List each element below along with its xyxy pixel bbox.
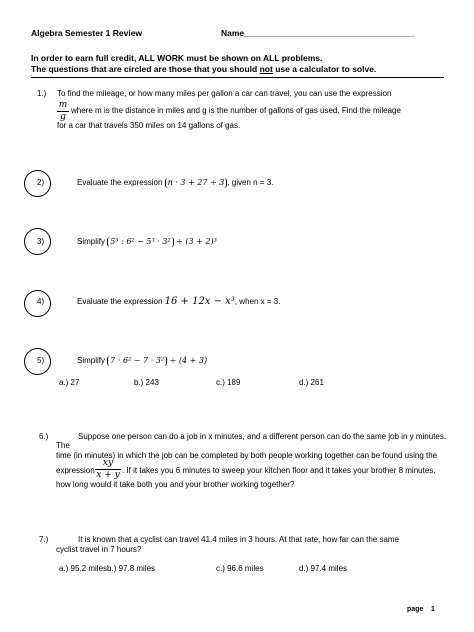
instruction-line-2: The questions that are circled are those that you should not use a calculator to solve.: [31, 64, 377, 74]
q6-fraction: xy x + y: [96, 458, 120, 480]
page-number: 1: [431, 606, 435, 613]
q1-fraction: m g: [58, 100, 68, 122]
q1-number: 1.): [37, 89, 47, 98]
q6-line-3-label: expression: [56, 466, 95, 475]
q4-given: , when x = 3.: [234, 297, 281, 306]
q1-line-2: where m is the distance in miles and g is the number of gallons of gas used. Find the mileage: [71, 106, 401, 115]
q7-line-2: cyclist travel in 7 hours?: [56, 545, 142, 554]
q7-line-1: It is known that a cyclist can travel 41.4 miles in 3 hours. At that rate, how far can the same: [78, 535, 400, 544]
name-blank-line: ____________________________________: [244, 28, 415, 38]
q5-choice-a: a.) 27: [59, 378, 80, 387]
document-title: Algebra Semester 1 Review: [31, 28, 143, 38]
q7-choice-a-b: a.) 95.2 milesb.) 97.8 miles: [59, 564, 156, 573]
q7-choice-d: d.) 97.4 miles: [299, 564, 348, 573]
q4-prompt: Evaluate the expression 16 + 12x − x³, when x = 3.: [77, 296, 281, 307]
q2-expression: n · 3 + 27 ÷ 3: [165, 178, 228, 188]
q5-expression: 7 · 6² − 7 · 3²: [107, 356, 167, 366]
q2-given: , given n = 3.: [227, 178, 274, 187]
header-divider: [31, 77, 444, 78]
q6-line-4: how long would it take both you and your brother working together?: [56, 480, 295, 489]
q2-number: 2): [37, 178, 45, 187]
q7-choice-c: c.) 96.6 miles: [216, 564, 264, 573]
q6-line-3: . If it takes you 6 minutes to sweep your kitchen floor and it takes your brother 8 minutes,: [122, 466, 436, 475]
q3-prompt: Simplify 5³ : 6² − 5³ · 3² ÷ (3 + 2)³: [77, 237, 217, 246]
q5-choice-b: b.) 243: [134, 378, 159, 387]
q5-choice-d: d.) 261: [299, 378, 324, 387]
emphasis-not: not: [259, 64, 273, 74]
q3-divisor: ÷ (3 + 2)³: [173, 237, 217, 246]
name-label: Name: [221, 28, 245, 38]
q5-number: 5): [37, 356, 45, 365]
q5-divisor: ÷ (4 + 3): [167, 356, 208, 365]
q2-prompt: Evaluate the expression n · 3 + 27 ÷ 3 , given n = 3.: [77, 178, 274, 187]
name-field: [221, 28, 414, 39]
q4-number: 4): [37, 297, 45, 306]
q6-line-1: Suppose one person can do a job in x minutes, and a different person can do the same job in y minutes.: [78, 432, 447, 441]
q6-number: 6.): [39, 432, 49, 441]
q1-line-3: for a car that travels 350 miles on 14 gallons of gas.: [57, 121, 241, 130]
q1-line-1: To find the mileage, or how many miles per gallon a car can travel, you can use the expression: [57, 89, 392, 98]
q4-expression: 16 + 12x − x³: [164, 296, 235, 307]
instruction-line-1: In order to earn full credit, ALL WORK must be shown on ALL problems.: [31, 53, 323, 63]
q6-line-1-wrap: The: [56, 441, 70, 450]
page-label: page: [407, 606, 424, 613]
q5-choice-c: c.) 189: [216, 378, 241, 387]
q6-line-2: time (in minutes) in which the job can be completed by both people working together can be found using the: [56, 451, 438, 460]
q3-number: 3): [37, 237, 45, 246]
q5-prompt: Simplify 7 · 6² − 7 · 3² ÷ (4 + 3): [77, 356, 208, 365]
q3-expression: 5³ : 6² − 5³ · 3²: [107, 237, 173, 247]
q7-number: 7.): [39, 535, 49, 544]
